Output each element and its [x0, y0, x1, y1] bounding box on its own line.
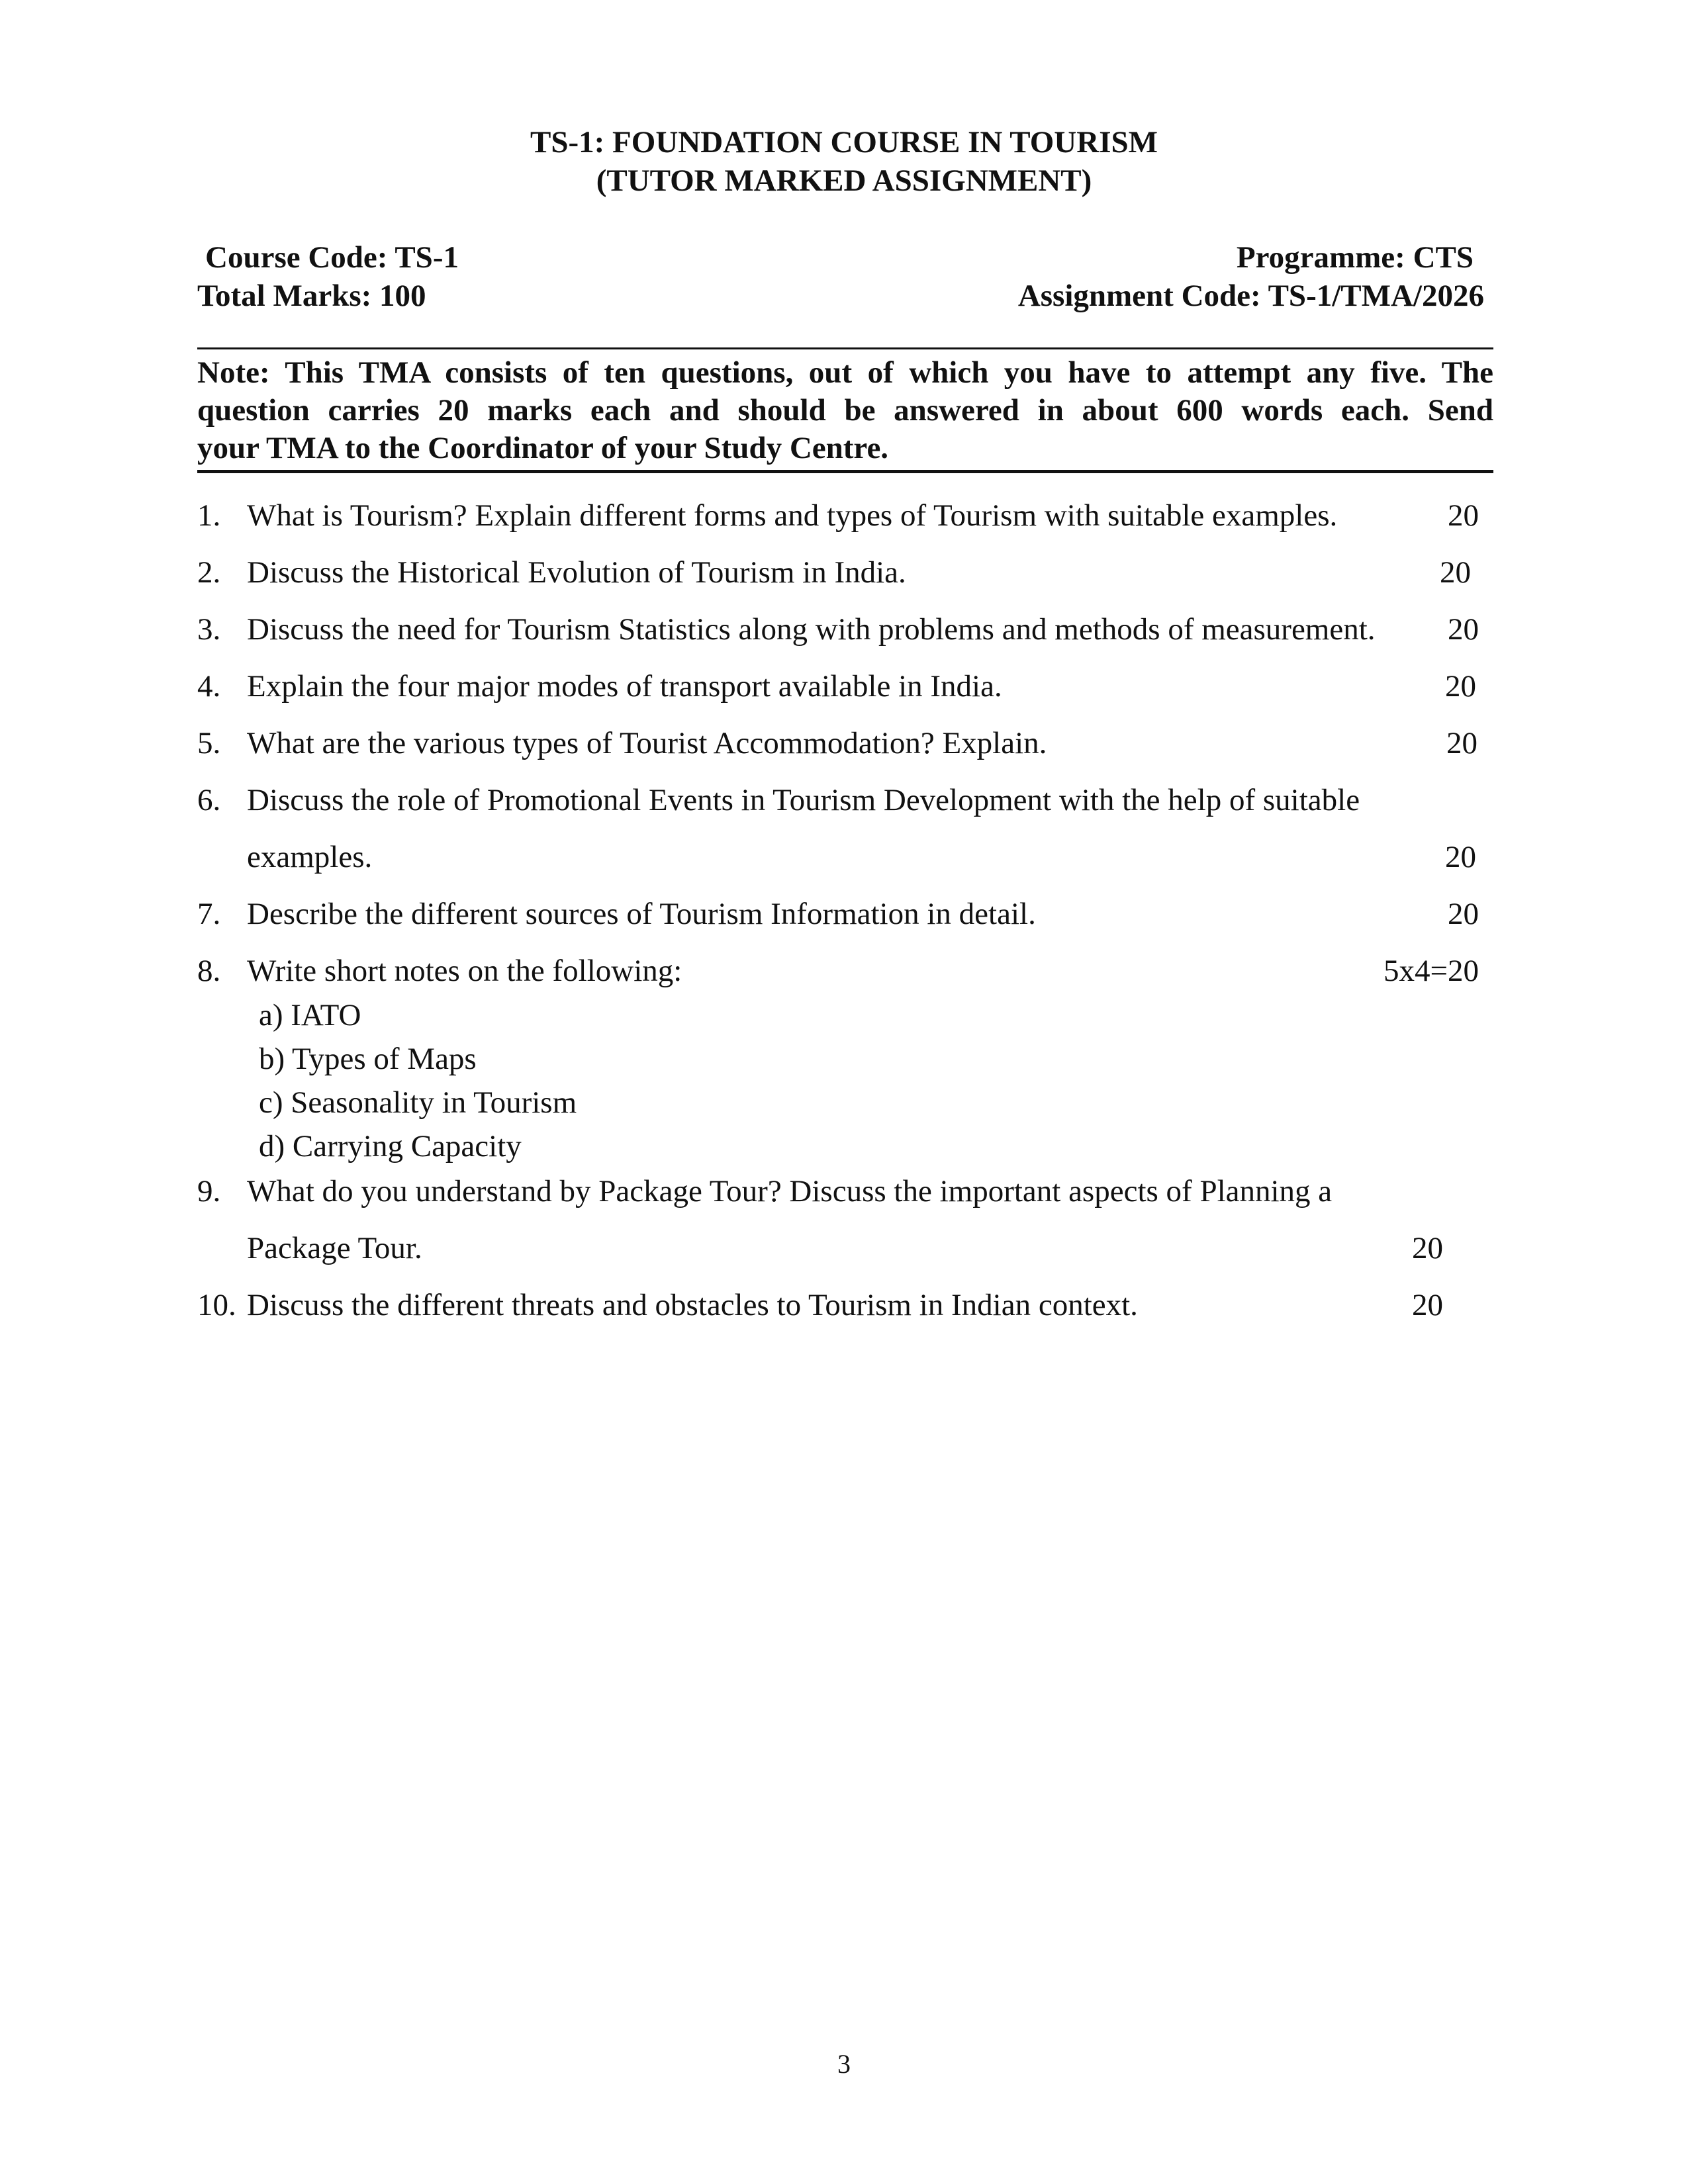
question-number: 9. — [197, 1174, 221, 1208]
question-number: 8. — [197, 954, 221, 988]
question-text: Discuss the different threats and obstacles to Tourism in Indian context. — [247, 1288, 1138, 1322]
sub-item: b) Types of Maps — [259, 1042, 477, 1076]
question-text-continued: Package Tour. — [247, 1231, 422, 1265]
bottom-divider — [197, 470, 1493, 473]
question-text: What do you understand by Package Tour? Discuss the important aspects of Planning a — [247, 1174, 1333, 1208]
instructions-note — [197, 354, 1493, 467]
question-text: Write short notes on the following: — [247, 954, 682, 988]
question-number: 4. — [197, 669, 221, 704]
total-marks: Total Marks: 100 — [197, 279, 426, 313]
sub-item: d) Carrying Capacity — [259, 1129, 522, 1163]
assignment-code: Assignment Code: TS-1/TMA/2026 — [1017, 279, 1484, 313]
note-line: question carries 20 marks each and should be answered in about 600 words each. Send — [197, 393, 1493, 428]
question-text-continued: examples. — [247, 840, 373, 874]
question-number: 1. — [197, 498, 221, 533]
question-marks: 20 — [1445, 840, 1476, 874]
question-marks: 20 — [1446, 726, 1477, 760]
question-text: Discuss the role of Promotional Events in Tourism Development with the help of suitable — [247, 783, 1360, 817]
page-subtitle: (TUTOR MARKED ASSIGNMENT) — [596, 163, 1092, 198]
question-number: 3. — [197, 612, 221, 647]
page-number: 3 — [837, 2049, 851, 2079]
course-code: Course Code: TS-1 — [205, 240, 459, 275]
question-marks: 20 — [1448, 612, 1479, 647]
sub-item: c) Seasonality in Tourism — [259, 1085, 577, 1120]
question-marks: 20 — [1440, 555, 1471, 590]
question-marks: 20 — [1412, 1288, 1443, 1322]
question-text: Explain the four major modes of transport available in India. — [247, 669, 1002, 704]
page-title: TS-1: FOUNDATION COURSE IN TOURISM — [530, 125, 1158, 159]
question-marks: 20 — [1448, 897, 1479, 931]
question-text: What is Tourism? Explain different forms and types of Tourism with suitable examples. — [247, 498, 1338, 533]
question-text: Discuss the Historical Evolution of Tourism in India. — [247, 555, 906, 590]
question-marks: 20 — [1448, 498, 1479, 533]
sub-item: a) IATO — [259, 998, 361, 1032]
question-text: What are the various types of Tourist Accommodation? Explain. — [247, 726, 1047, 760]
question-text: Describe the different sources of Tourism Information in detail. — [247, 897, 1036, 931]
question-text: Discuss the need for Tourism Statistics along with problems and methods of measurement. — [247, 612, 1376, 647]
question-marks: 20 — [1445, 669, 1476, 704]
note-line: your TMA to the Coordinator of your Study Centre. — [197, 431, 889, 465]
question-marks: 20 — [1412, 1231, 1443, 1265]
question-number: 10. — [197, 1288, 236, 1322]
question-marks: 5x4=20 — [1383, 954, 1479, 988]
question-number: 5. — [197, 726, 221, 760]
question-number: 2. — [197, 555, 221, 590]
question-number: 6. — [197, 783, 221, 817]
note-line: Note: This TMA consists of ten questions, out of which you have to attempt any five. The — [197, 355, 1493, 390]
top-divider — [197, 347, 1493, 349]
question-number: 7. — [197, 897, 221, 931]
programme: Programme: CTS — [1236, 240, 1474, 275]
